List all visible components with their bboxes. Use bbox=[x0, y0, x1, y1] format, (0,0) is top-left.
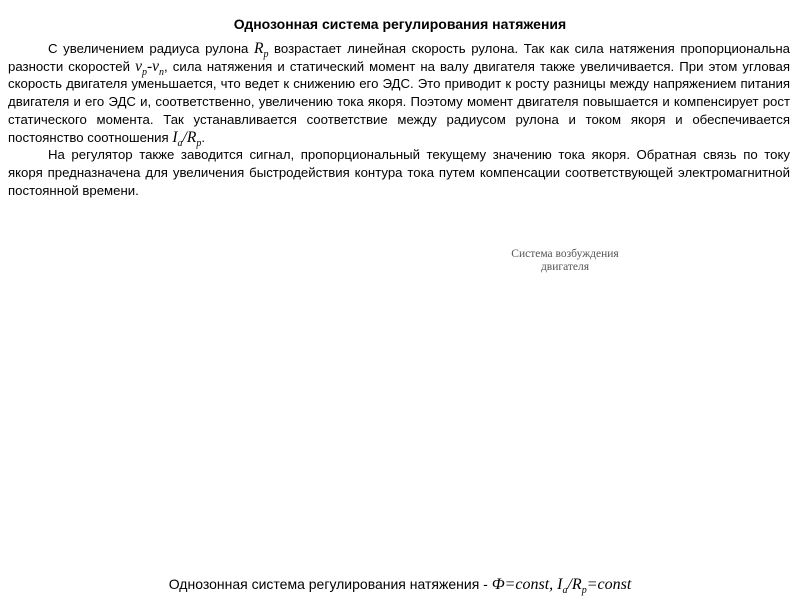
ratio-r-main: R bbox=[186, 128, 197, 146]
paragraph-1 bbox=[8, 40, 791, 149]
ratio-symbol bbox=[172, 128, 202, 149]
radius-symbol-sub: р bbox=[263, 49, 269, 61]
diagram-label-line-1: Система возбуждения bbox=[511, 248, 619, 260]
ratio-i-sub: а bbox=[177, 137, 183, 149]
ratio-i-main: I bbox=[172, 128, 178, 146]
ratio-slash: / bbox=[182, 128, 187, 146]
caption-formula-i: I bbox=[557, 576, 563, 593]
page-title: Однозонная система регулирования натяжения bbox=[233, 16, 567, 32]
caption-formula-r-sub: p bbox=[581, 585, 587, 597]
ratio-r-sub: р bbox=[196, 137, 202, 149]
p1-text-3: , сила натяжения и статический момент на валу двигателя также увеличивается. При этом угловая скорость двигателя уменьшается, что ведет к снижению его ЭДС. Это приводит к росту разницы между напряжением питания двигателя и его ЭДС и, соответственно, увеличению тока якоря. Поэтому момент двигателя повышается и компенсирует рост статического момента. Так устанавливается соответствие между радиусом рулона и током якоря и обеспечивается постоянство соотношения bbox=[8, 58, 791, 145]
p1-end: . bbox=[201, 129, 205, 145]
p1-text-2: возрастает линейная скорость рулона. Так как сила натяжения пропорциональна разности скоростей bbox=[8, 41, 790, 74]
speed-v2-sub: п bbox=[159, 66, 165, 78]
radius-symbol-main: R bbox=[253, 40, 264, 57]
caption-formula-const: =const bbox=[586, 576, 632, 593]
caption-prefix: Однозонная система регулирования натяжения - bbox=[168, 576, 492, 592]
speed-difference-symbol bbox=[135, 57, 165, 78]
speed-v1-sub: р bbox=[141, 66, 147, 78]
p1-text-1: С увеличением радиуса рулона bbox=[48, 41, 254, 56]
diagram-label-line-2: двигателя bbox=[540, 261, 590, 273]
radius-symbol bbox=[253, 40, 269, 61]
speed-dash: - bbox=[146, 57, 153, 75]
caption bbox=[0, 576, 800, 597]
speed-v1-main: v bbox=[135, 57, 142, 75]
body-text bbox=[8, 40, 790, 199]
caption-formula bbox=[491, 576, 632, 597]
caption-formula-r: /R bbox=[567, 576, 582, 593]
paragraph-2: На регулятор также заводится сигнал, пропорциональный текущему значению тока якоря. Обратная связь по току якоря предназначена для увеличения быстродействия контура тока путем компенсации соответствующей электромагнитной постоянной времени. bbox=[8, 147, 790, 198]
caption-formula-flux: Ф=const, bbox=[491, 576, 558, 593]
diagram-label bbox=[490, 248, 640, 274]
speed-v2-main: v bbox=[152, 57, 160, 75]
caption-formula-i-sub: a bbox=[562, 585, 568, 597]
